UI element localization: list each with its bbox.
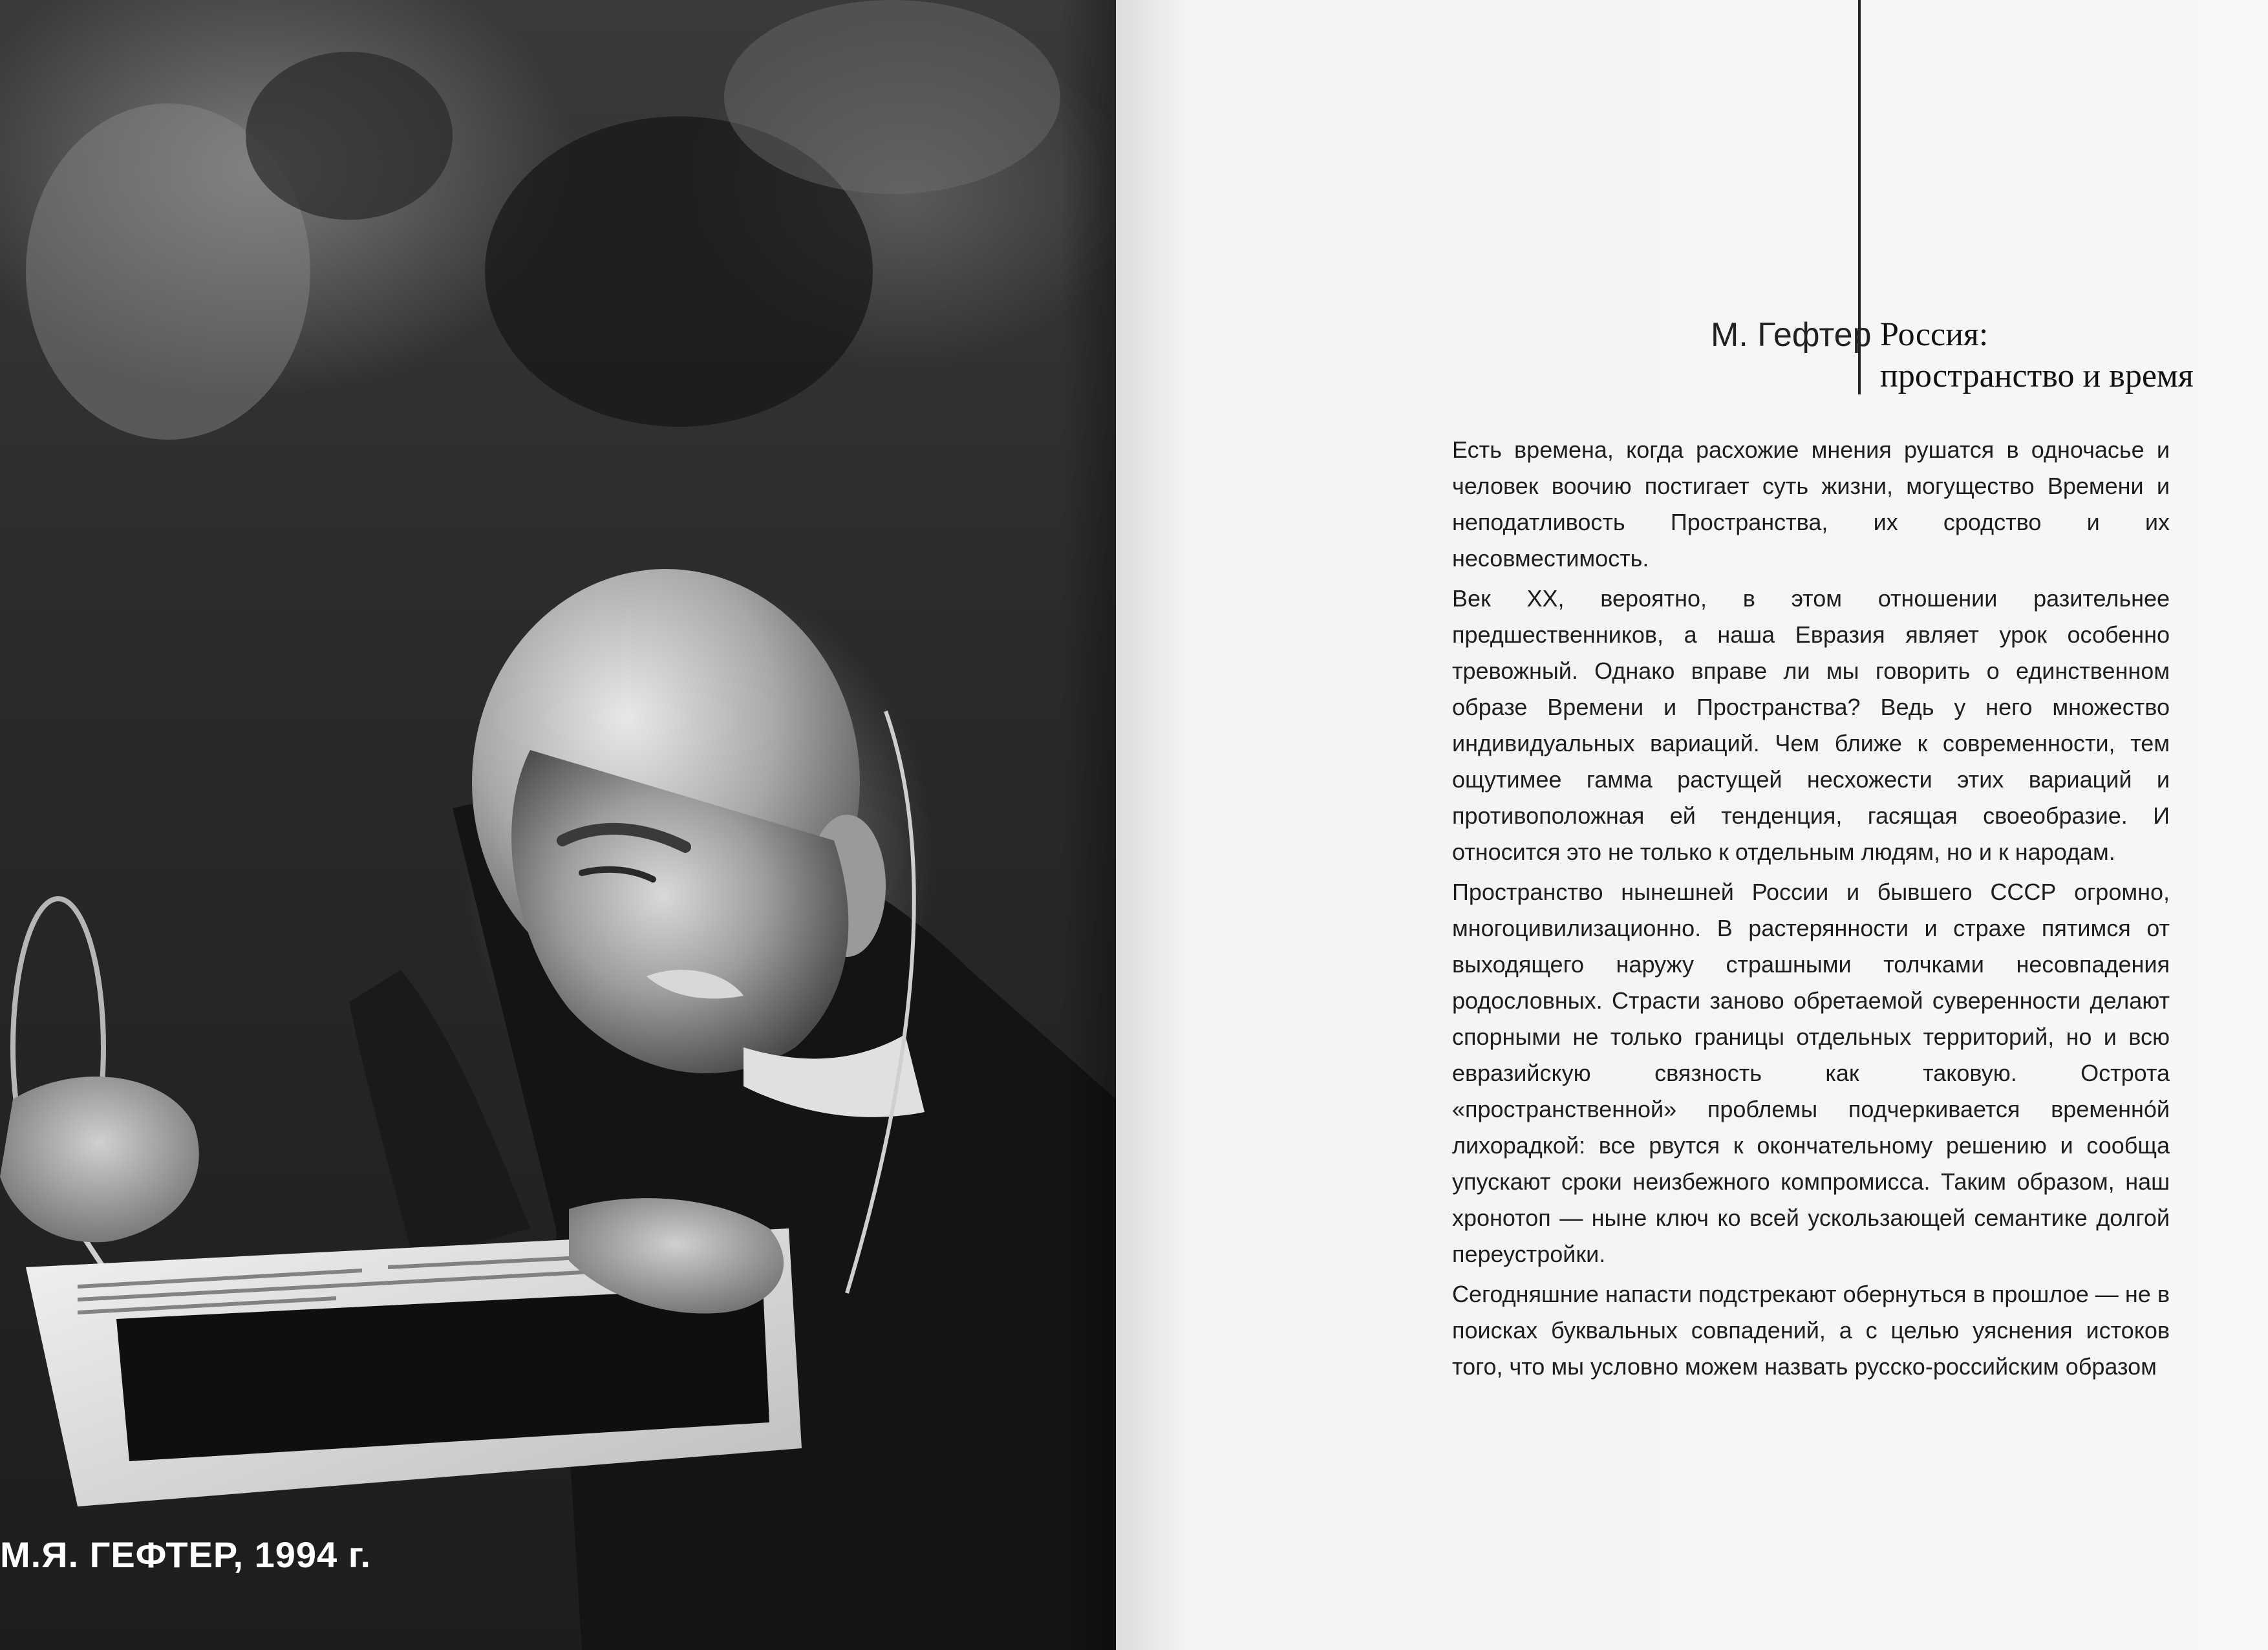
article-title (1880, 314, 2194, 397)
photo-caption: М.Я. ГЕФТЕР, 1994 г. (0, 1534, 372, 1575)
article-author: М. Гефтер (1711, 316, 1872, 354)
paragraph: Пространство нынешней России и бывшего СССР огромно, многоцивилизационно. В растерянности и страхе пятимся от выходящего наружу страшными толчками несовпадения родословных. Страсти заново обретаемой суверенности делают спорными не только границы отдельных территорий, но и всю евразийскую связность как таковую. Острота «пространственной» проблемы подчеркивается временно́й лихорадкой: все рвутся к окончательному решению и сообща упускают сроки неизбежного компромисса. Таким образом, наш хронотоп — ныне ключ ко всей ускользающей семантике долгой переустройки. (1452, 879, 2170, 1267)
paragraph: Век XX, вероятно, в этом отношении разительнее предшественников, а наша Евразия являет урок особенно тревожный. Однако вправе ли мы говорить о единственном образе Времени и Пространства? Ведь у него множество индивидуальных вариаций. Чем ближе к современности, тем ощутимее гамма растущей несхожести этих вариаций и противоположная ей тенденция, гасящая своеобразие. И относится это не только к отдельным людям, но и к народам. (1452, 585, 2170, 865)
paragraph: Есть времена, когда расхожие мнения рушатся в одночасье и человек воочию постигает суть жизни, могущество Времени и неподатливость Пространства, их сродство и их несовместимость. (1452, 436, 2170, 572)
title-line-1: Россия: (1880, 316, 1989, 353)
portrait-photo (0, 0, 1116, 1650)
article-body (1452, 432, 2170, 1389)
title-line-2: пространство и время (1880, 358, 2194, 394)
paragraph: Сегодняшние напасти подстрекают обернуться в прошлое — не в поисках буквальных совпадений, а с целью уяснения истоков того, что мы условно можем назвать русско-российским образом (1452, 1281, 2170, 1380)
text-page (1116, 0, 2268, 1650)
gutter-shadow (1060, 0, 1116, 1650)
photo-page (0, 0, 1116, 1650)
